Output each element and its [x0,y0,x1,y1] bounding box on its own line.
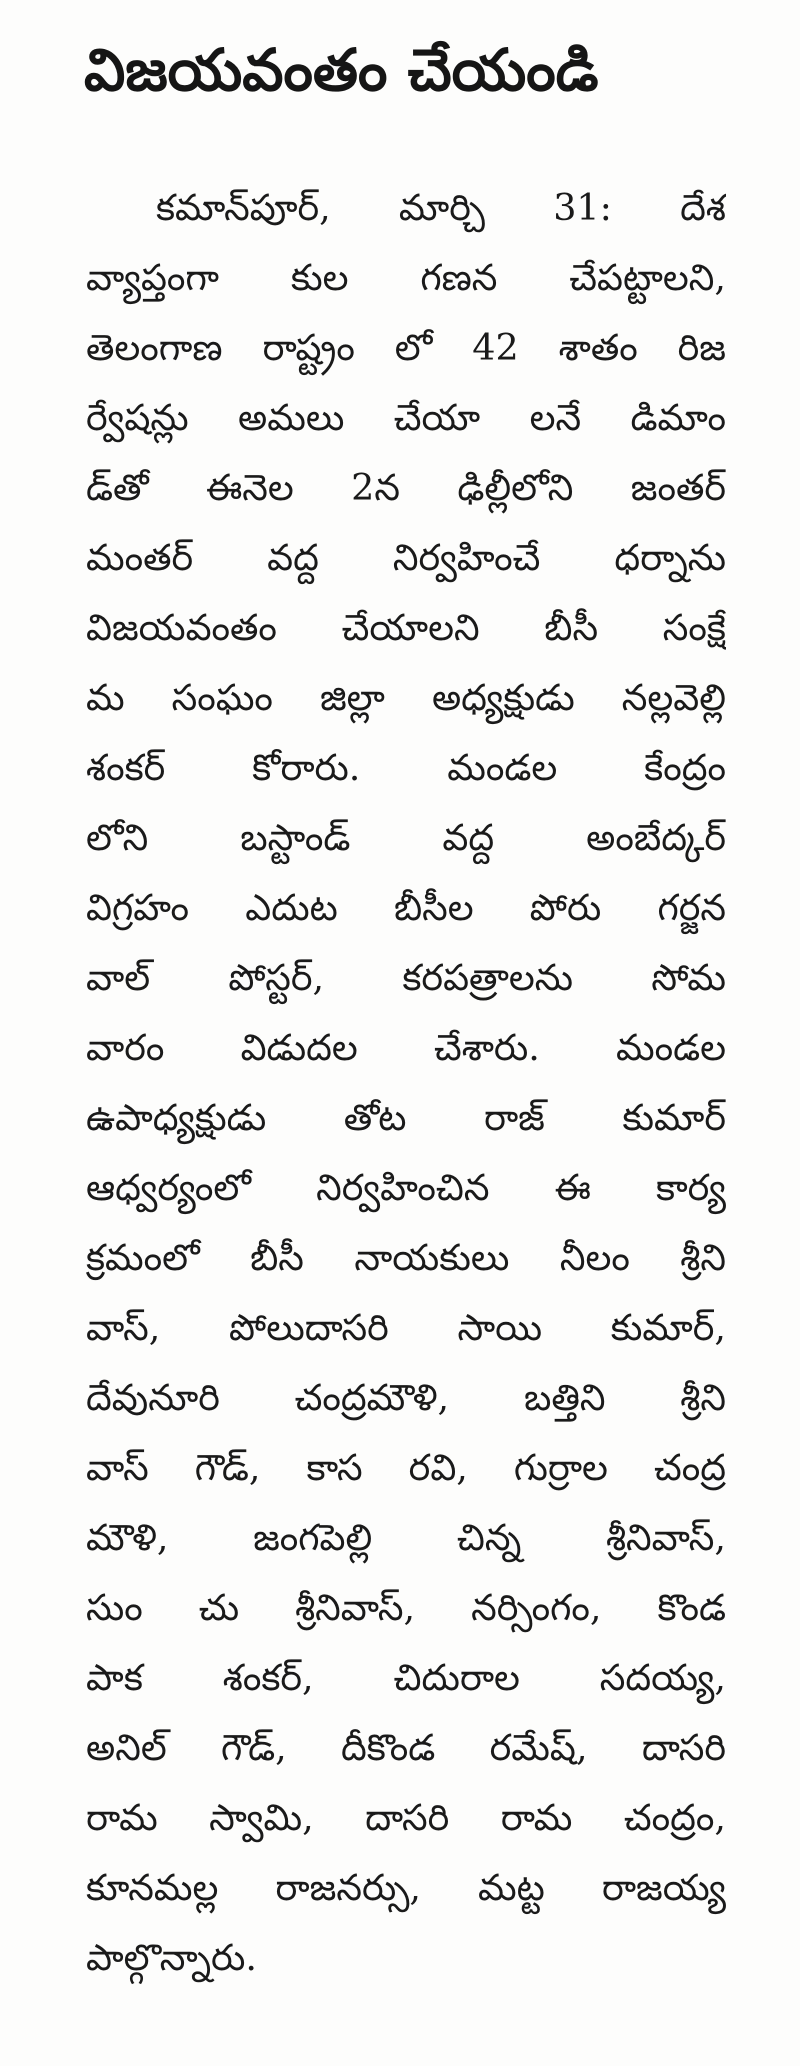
article-line: మౌళి, జంగపెల్లి చిన్న శ్రీనివాస్, [86,1516,726,1559]
article-line: సుం చు శ్రీనివాస్, నర్సింగం, కొండ [86,1586,726,1629]
article-line: మ సంఘం జిల్లా అధ్యక్షుడు నల్లవెల్లి [86,676,726,719]
article-line: వాల్ పోస్టర్, కరపత్రాలను సోమ [86,956,726,999]
article-line: రామ స్వామి, దాసరి రామ చంద్రం, [86,1796,726,1839]
article-line: కూనమల్ల రాజనర్సు, మట్ట రాజయ్య [86,1866,726,1909]
article-line: డ్‌తో ఈనెల 2న ఢిల్లీలోని జంతర్ [86,466,726,509]
headline: విజయవంతం చేయండి [84,36,599,104]
article-line: తెలంగాణ రాష్ట్రం లో 42 శాతం రిజ [86,326,726,369]
article-body [86,173,726,1993]
article-line: ఉపాధ్యక్షుడు తోట రాజ్ కుమార్ [86,1096,726,1139]
article-line: పాల్గొన్నారు. [86,1936,257,1979]
article-line: దేవునూరి చంద్రమౌళి, బత్తిని శ్రీని [86,1376,726,1419]
article-line: మంతర్ వద్ద నిర్వహించే ధర్నాను [86,536,726,579]
article-line: వాస్ గౌడ్, కాస రవి, గుర్రాల చంద్ర [86,1446,726,1489]
article-line: అనిల్ గౌడ్, దీకొండ రమేష్, దాసరి [86,1726,726,1769]
article-line: లోని బస్టాండ్ వద్ద అంబేద్కర్ [86,816,726,859]
article-line: వ్యాప్తంగా కుల గణన చేపట్టాలని, [86,256,726,299]
article-line: పాక శంకర్, చిదురాల సదయ్య, [86,1656,726,1699]
article-line: కమాన్‌పూర్, మార్చి 31: దేశ [156,186,726,229]
article-line: విజయవంతం చేయాలని బీసీ సంక్షే [86,606,726,649]
article-line: వాస్, పోలుదాసరి సాయి కుమార్, [86,1306,726,1349]
article-line: ఆధ్వర్యంలో నిర్వహించిన ఈ కార్య [86,1166,726,1209]
article-line: క్రమంలో బీసీ నాయకులు నీలం శ్రీని [86,1236,726,1279]
article-line: వారం విడుదల చేశారు. మండల [86,1026,726,1069]
article-line: శంకర్ కోరారు. మండల కేంద్రం [86,746,726,789]
article-line: ర్వేషన్లు అమలు చేయా లనే డిమాం [86,396,726,439]
article-line: విగ్రహం ఎదుట బీసీల పోరు గర్జన [86,886,726,929]
